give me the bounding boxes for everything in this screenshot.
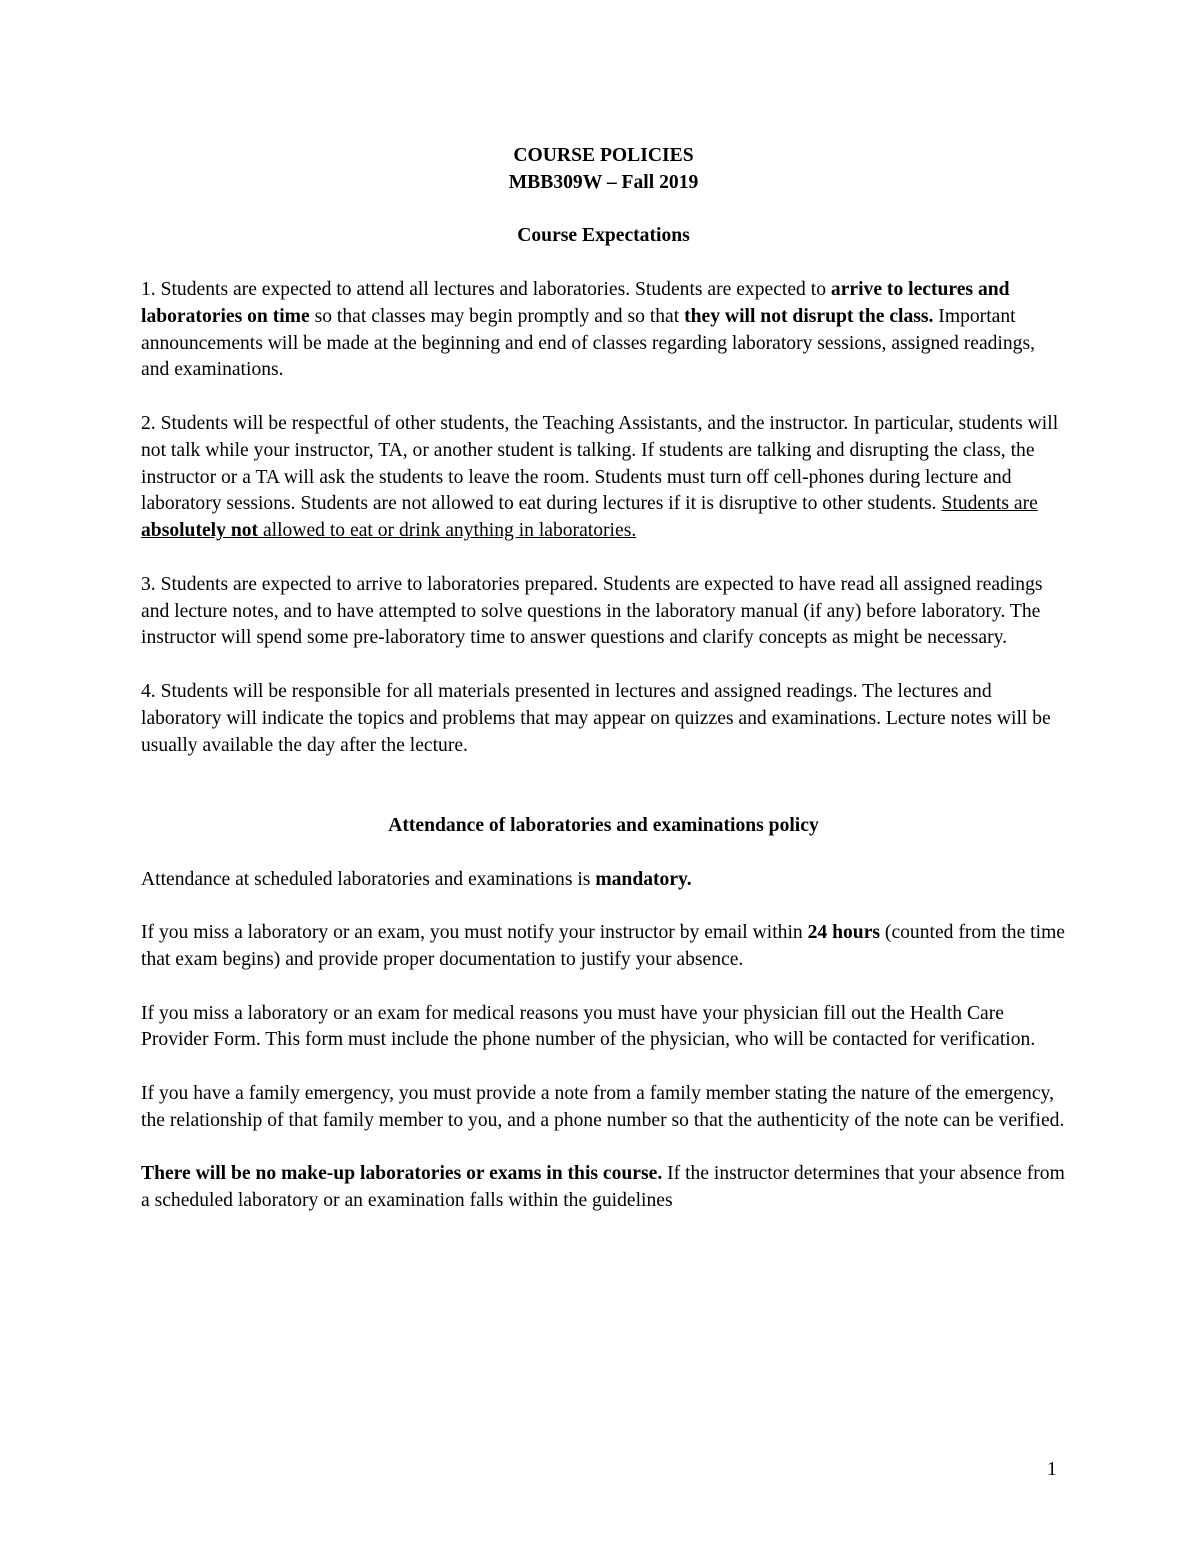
spacer [141,1054,1066,1081]
underlined-text: Students are [941,493,1038,515]
spacer [141,250,1066,277]
spacer [141,384,1066,411]
expectation-paragraph-1 [141,277,1066,384]
emphasis-text: arrive to lectures and laboratories on time [141,278,1010,327]
expectation-paragraph-3: 3. Students are expected to arrive to laboratories prepared. Students are expected to have read all assigned readings and lecture notes, and to have attempted to solve questions in the laboratory manual (if any) before laboratory. The instructor will spend some pre-laboratory time to answer questions and clarify concepts as might be necessary. [141,573,1043,649]
spacer [141,1134,1066,1161]
attendance-paragraph-2 [141,920,1066,974]
paragraph-text: Important announcements will be made at the beginning and end of classes regarding laboratory sessions, assigned readings, and examinations. [141,305,1035,381]
page-number: 1 [1047,1459,1057,1480]
underlined-emphasis-text: absolutely not [141,520,259,542]
spacer [141,974,1066,1001]
paragraph-text: Attendance at scheduled laboratories and examinations is [141,868,596,890]
expectation-paragraph-2 [141,411,1066,545]
spacer [141,893,1066,920]
expectation-paragraph-4: 4. Students will be responsible for all materials presented in lectures and assigned readings. The lectures and laboratory will indicate the topics and problems that may appear on quizzes and examinations. Lecture notes will be usually available the day after the lecture. [141,680,1051,756]
emphasis-text: mandatory. [595,868,692,890]
attendance-paragraph-1 [141,867,1066,894]
page-content [141,143,1066,1215]
paragraph-text: (counted from the time that exam begins) and provide proper documentation to justify your absence. [141,922,1066,970]
paragraph-text: 1. Students are expected to attend all lectures and laboratories. Students are expected to [141,278,831,300]
paragraph-text: so that classes may begin promptly and so that [309,305,685,327]
document-subtitle: MBB309W – Fall 2019 [508,171,699,193]
emphasis-text: There will be no make-up laboratories or exams in this course. [141,1163,663,1185]
paragraph-text: If the instructor determines that your absence from a scheduled laboratory or an examination falls within the guidelines [141,1163,1065,1212]
document-title: COURSE POLICIES [513,145,694,166]
spacer [141,652,1066,679]
spacer [141,545,1066,572]
spacer [141,759,1066,813]
paragraph-text: If you miss a laboratory or an exam, you must notify your instructor by email within [141,922,808,944]
underlined-text: allowed to eat or drink anything in laboratories. [258,520,637,542]
spacer [141,197,1066,224]
emphasis-text: they will not disrupt the class. [684,305,934,327]
spacer [141,840,1066,867]
attendance-paragraph-5 [141,1161,1066,1215]
attendance-paragraph-3: If you miss a laboratory or an exam for medical reasons you must have your physician fill out the Health Care Provider Form. This form must include the phone number of the physician, who will be contacted for verification. [141,1002,1036,1051]
attendance-paragraph-4: If you have a family emergency, you must provide a note from a family member stating the nature of the emergency, the relationship of that family member to you, and a phone number so that the authenticity of the note can be verified. [141,1082,1065,1131]
paragraph-text: 2. Students will be respectful of other students, the Teaching Assistants, and the instructor. In particular, students will not talk while your instructor, TA, or another student is talking. If students are talking and disrupting the class, the instructor or a TA will ask the students to leave the room. Students must turn off cell-phones during lecture and laboratory sessions. Students are not allowed to eat during lectures if it is disruptive to other students. [141,412,1059,515]
section-heading-attendance-policy: Attendance of laboratories and examinations policy [388,814,819,836]
section-heading-course-expectations: Course Expectations [517,225,690,247]
emphasis-text: 24 hours [807,922,881,944]
